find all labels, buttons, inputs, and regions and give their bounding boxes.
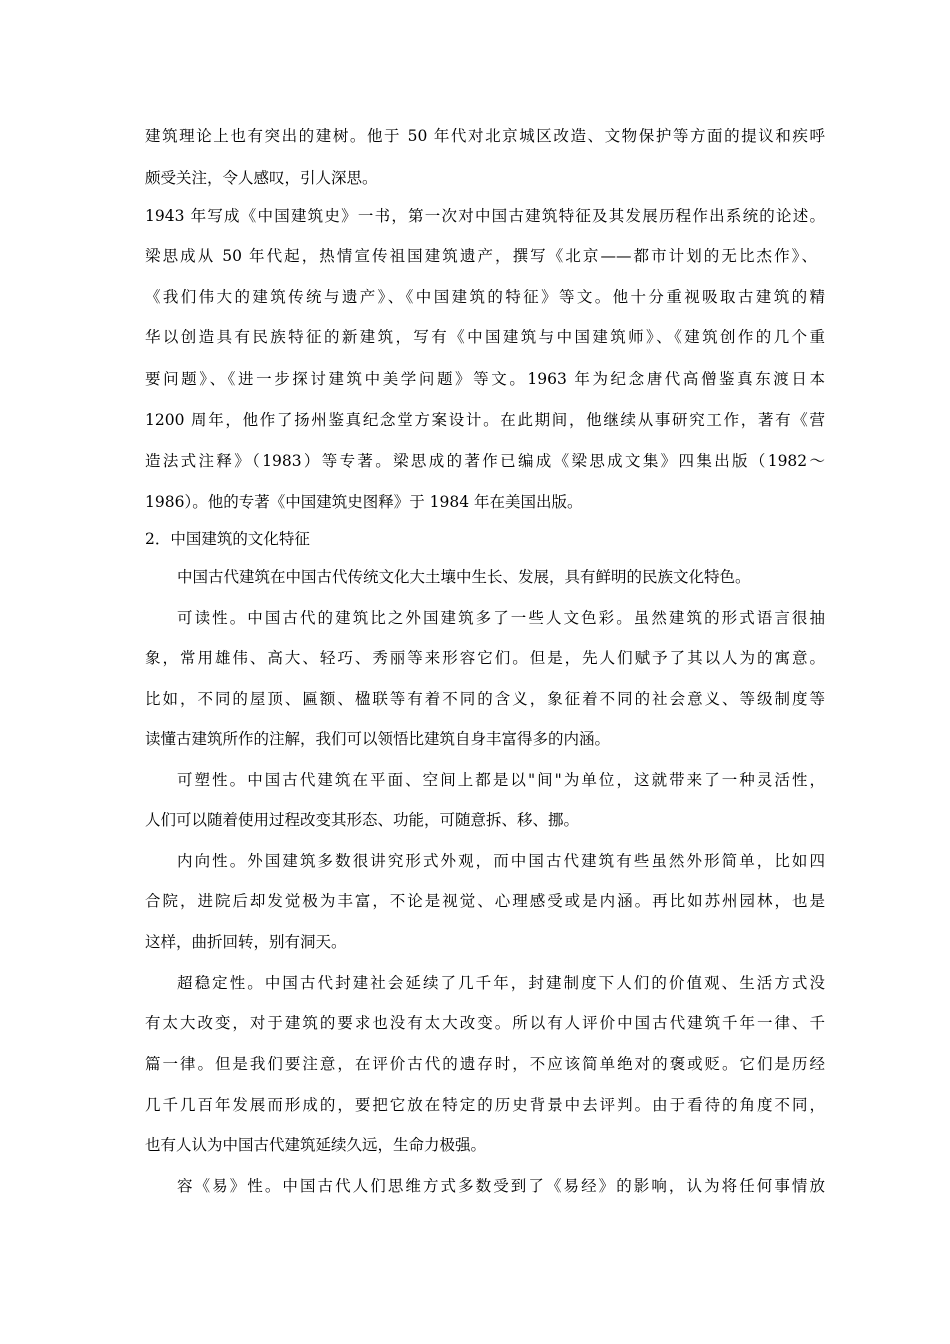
paragraph-line: 有太大改变，对于建筑的要求也没有太大改变。所以有人评价中国古代建筑千年一律、千 <box>145 1014 825 1032</box>
paragraph-line: 华以创造具有民族特征的新建筑，写有《中国建筑与中国建筑师》、《建筑创作的几个重 <box>145 328 825 346</box>
paragraph-line: 篇一律。但是我们要注意，在评价古代的遗存时，不应该简单绝对的褒或贬。它们是历经 <box>145 1055 825 1073</box>
paragraph-line: 造法式注释》（1983）等专著。梁思成的著作已编成《梁思成文集》四集出版（1982～ <box>145 452 825 470</box>
paragraph-line: 比如，不同的屋顶、匾额、楹联等有着不同的含义，象征着不同的社会意义、等级制度等 <box>145 690 825 708</box>
paragraph-line: 象，常用雄伟、高大、轻巧、秀丽等来形容它们。但是，先人们赋予了其以人为的寓意。 <box>145 649 825 667</box>
paragraph-line: 这样，曲折回转，别有洞天。 <box>145 933 347 951</box>
paragraph-line: 梁思成从 50 年代起，热情宣传祖国建筑遗产，撰写《北京——都市计划的无比杰作》、 <box>145 247 817 265</box>
paragraph-line: 几千几百年发展而形成的，要把它放在特定的历史背景中去评判。由于看待的角度不同， <box>145 1096 825 1114</box>
paragraph-line: 1986）。他的专著《中国建筑史图释》于 1984 年在美国出版。 <box>145 493 583 511</box>
paragraph-line: 要问题》、《进一步探讨建筑中美学问题》等文。1963 年为纪念唐代高僧鉴真东渡日本 <box>145 370 825 388</box>
paragraph-line: 1200 周年，他作了扬州鉴真纪念堂方案设计。在此期间，他继续从事研究工作，著有《营 <box>145 411 825 429</box>
paragraph-line: 人们可以随着使用过程改变其形态、功能，可随意拆、移、挪。 <box>145 811 580 829</box>
paragraph-line: 建筑理论上也有突出的建树。他于 50 年代对北京城区改造、文物保护等方面的提议和疾呼 <box>145 127 825 145</box>
paragraph-line: 《我们伟大的建筑传统与遗产》、《中国建筑的特征》等文。他十分重视吸取古建筑的精 <box>145 288 825 306</box>
paragraph-line: 也有人认为中国古代建筑延续久远，生命力极强。 <box>145 1136 487 1154</box>
paragraph-line: 可塑性。中国古代建筑在平面、空间上都是以"间"为单位，这就带来了一种灵活性， <box>177 771 825 789</box>
paragraph-line: 超稳定性。中国古代封建社会延续了几千年，封建制度下人们的价值观、生活方式没 <box>177 974 825 992</box>
paragraph-line: 内向性。外国建筑多数很讲究形式外观，而中国古代建筑有些虽然外形简单，比如四 <box>177 852 825 870</box>
paragraph-line: 读懂古建筑所作的注解，我们可以领悟比建筑自身丰富得多的内涵。 <box>145 730 611 748</box>
paragraph-line: 中国古代建筑在中国古代传统文化大土壤中生长、发展，具有鲜明的民族文化特色。 <box>177 568 751 586</box>
paragraph-line: 颇受关注，令人感叹，引人深思。 <box>145 169 378 187</box>
paragraph-line: 1943 年写成《中国建筑史》一书，第一次对中国古建筑特征及其发展历程作出系统的论述。 <box>145 207 825 225</box>
section-heading: 2．中国建筑的文化特征 <box>145 530 310 548</box>
paragraph-line: 合院，进院后却发觉极为丰富，不论是视觉、心理感受或是内涵。再比如苏州园林，也是 <box>145 892 825 910</box>
paragraph-line: 可读性。中国古代的建筑比之外国建筑多了一些人文色彩。虽然建筑的形式语言很抽 <box>177 609 825 627</box>
paragraph-line: 容《易》性。中国古代人们思维方式多数受到了《易经》的影响，认为将任何事情放 <box>177 1177 825 1195</box>
